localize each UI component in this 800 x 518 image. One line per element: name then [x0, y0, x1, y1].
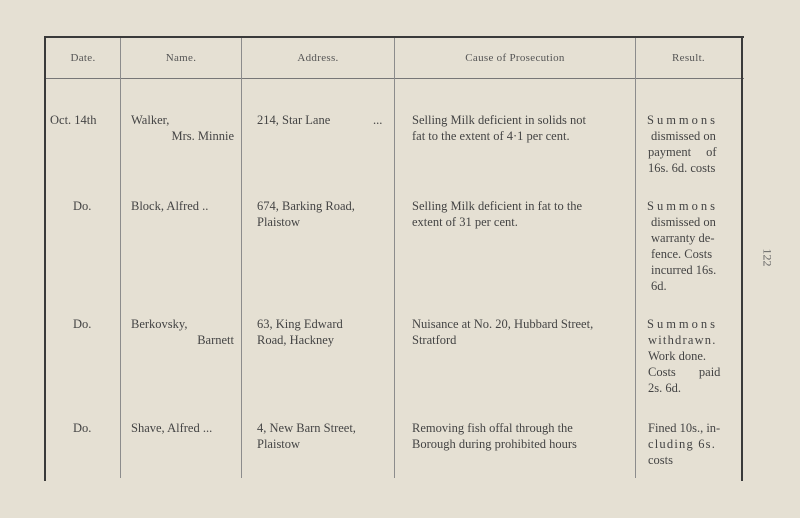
row-result-line2: cluding 6s.	[648, 437, 717, 451]
row-date: Do.	[73, 199, 92, 213]
row-name-line1: Berkovsky,	[131, 317, 188, 331]
row-result-line1: Summons	[647, 317, 719, 331]
page-number: 122	[760, 248, 775, 267]
row-cause-line1: Removing fish offal through the	[412, 421, 573, 435]
header-name: Name.	[165, 52, 197, 64]
row-cause-line2: extent of 31 per cent.	[412, 215, 518, 229]
row-result-line3: payment of	[648, 145, 717, 159]
row-result-line3: Work done.	[648, 349, 707, 363]
header-result: Result.	[672, 52, 705, 64]
row-result-line4: 16s. 6d. costs	[648, 161, 716, 175]
row-cause-line2: fat to the extent of 4·1 per cent.	[412, 129, 570, 143]
row-cause-line1: Nuisance at No. 20, Hubbard Street,	[412, 317, 594, 331]
row-result-line1: Summons	[647, 113, 719, 127]
row-cause-line1: Selling Milk deficient in solids not	[412, 113, 586, 127]
row-address-line1: 4, New Barn Street,	[257, 421, 356, 435]
row-result-line3: costs	[648, 453, 673, 467]
row-result-line4: Costs paid	[648, 365, 721, 379]
row-result-line5: 2s. 6d.	[648, 381, 681, 395]
row-result-line4: fence. Costs	[651, 247, 713, 261]
col-sep-4	[635, 38, 636, 478]
row-address-line1: 674, Barking Road,	[257, 199, 355, 213]
header-address: Address.	[297, 52, 339, 64]
header-date: Date.	[70, 52, 96, 64]
row-result-line1: Summons	[647, 199, 719, 213]
col-sep-3	[394, 38, 395, 478]
left-rule	[44, 36, 46, 481]
row-address-dots: ...	[373, 113, 383, 127]
row-name-line1: Walker,	[131, 113, 170, 127]
row-result-line2: withdrawn.	[648, 333, 717, 347]
row-result-line2: dismissed on	[651, 129, 716, 143]
col-sep-2	[241, 38, 242, 478]
row-result-line3: warranty de-	[651, 231, 715, 245]
row-result-line1: Fined 10s., in-	[648, 421, 721, 435]
header-cause: Cause of Prosecution	[465, 52, 565, 64]
right-rule	[741, 36, 743, 481]
row-address-line1: 63, King Edward	[257, 317, 343, 331]
row-address-line2: Plaistow	[257, 215, 301, 229]
row-date: Oct. 14th	[50, 113, 97, 127]
row-name-line2: Barnett	[197, 333, 234, 347]
col-sep-1	[120, 38, 121, 478]
row-cause-line1: Selling Milk deficient in fat to the	[412, 199, 583, 213]
row-name-line1: Block, Alfred ..	[131, 199, 209, 213]
row-date: Do.	[73, 317, 92, 331]
row-result-line5: incurred 16s.	[651, 263, 717, 277]
row-date: Do.	[73, 421, 92, 435]
row-address-line1: 214, Star Lane	[257, 113, 331, 127]
row-result-line2: dismissed on	[651, 215, 716, 229]
row-result-line6: 6d.	[651, 279, 667, 293]
row-cause-line2: Stratford	[412, 333, 457, 347]
row-address-line2: Road, Hackney	[257, 333, 335, 347]
row-name-line2: Mrs. Minnie	[171, 129, 234, 143]
row-address-line2: Plaistow	[257, 437, 301, 451]
row-cause-line2: Borough during prohibited hours	[412, 437, 577, 451]
row-name-line1: Shave, Alfred ...	[131, 421, 213, 435]
